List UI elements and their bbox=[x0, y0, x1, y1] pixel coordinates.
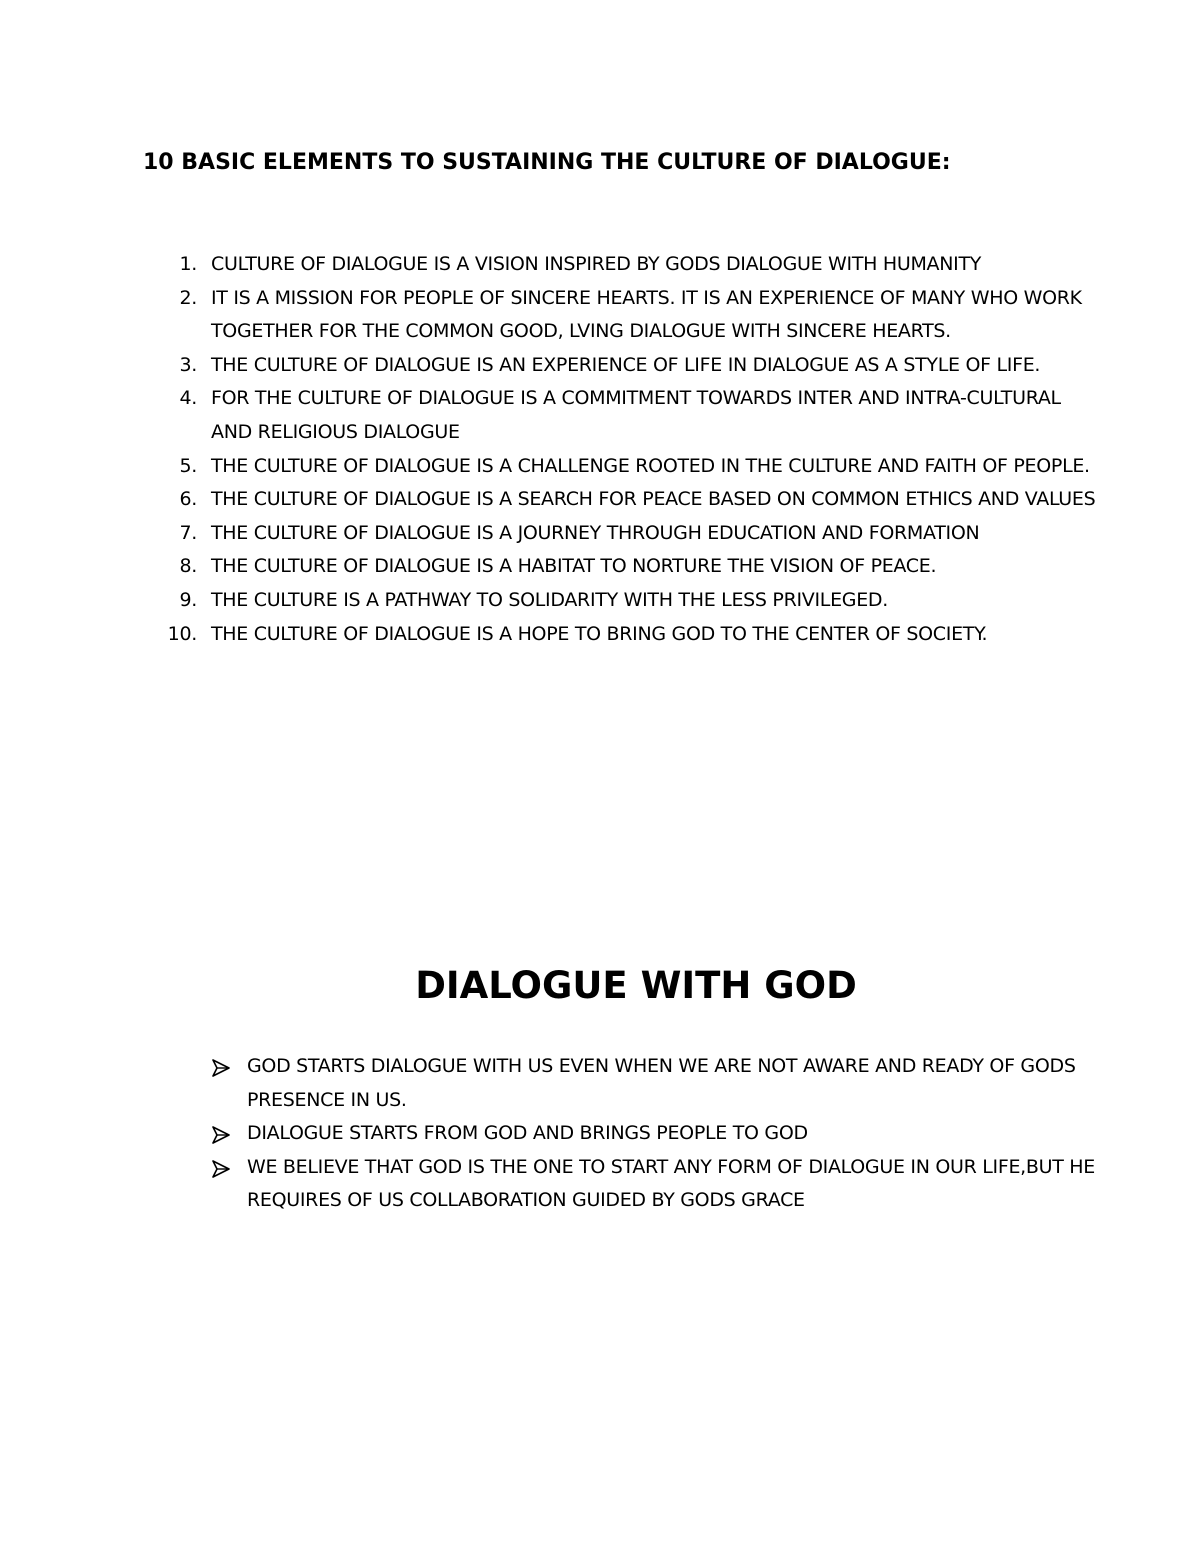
bullet-text: GOD STARTS DIALOGUE WITH US EVEN WHEN WE ARE NOT AWARE AND READY OF GODS PRESENCE IN US. bbox=[247, 1055, 1076, 1111]
list-item bbox=[0, 450, 1100, 484]
item-number: 7. bbox=[179, 521, 197, 544]
list-item bbox=[0, 550, 1100, 584]
item-text: THE CULTURE OF DIALOGUE IS A JOURNEY THROUGH EDUCATION AND FORMATION bbox=[211, 521, 980, 544]
item-text: THE CULTURE OF DIALOGUE IS A HABITAT TO NORTURE THE VISION OF PEACE. bbox=[211, 555, 937, 578]
item-number: 2. bbox=[179, 286, 197, 309]
list-item bbox=[0, 248, 1100, 282]
list-item bbox=[0, 483, 1100, 517]
bullet-item bbox=[0, 1050, 1100, 1117]
bullet-item bbox=[0, 1151, 1100, 1218]
item-text: CULTURE OF DIALOGUE IS A VISION INSPIRED BY GODS DIALOGUE WITH HUMANITY bbox=[211, 253, 982, 275]
item-text: THE CULTURE OF DIALOGUE IS AN EXPERIENCE OF LIFE IN DIALOGUE AS A STYLE OF LIFE. bbox=[211, 353, 1041, 376]
item-number: 3. bbox=[179, 353, 197, 376]
section-title: DIALOGUE WITH GOD bbox=[415, 964, 857, 1007]
bullet-text: WE BELIEVE THAT GOD IS THE ONE TO START ANY FORM OF DIALOGUE IN OUR LIFE,BUT HE REQUIRES OF US COLLABORATION GUIDED BY GODS GRACE bbox=[247, 1155, 1095, 1212]
list-item bbox=[0, 349, 1100, 383]
bullet-list bbox=[0, 1050, 1100, 1218]
item-number: 6. bbox=[179, 488, 197, 511]
item-number: 10. bbox=[167, 622, 197, 645]
bullet-item bbox=[0, 1117, 1100, 1151]
item-text: FOR THE CULTURE OF DIALOGUE IS A COMMITMENT TOWARDS INTER AND INTRA-CULTURAL AND RELIGIOUS DIALOGUE bbox=[211, 387, 1061, 443]
arrow-bullet-icon bbox=[211, 1160, 231, 1178]
page-heading: 10 BASIC ELEMENTS TO SUSTAINING THE CULTURE OF DIALOGUE: bbox=[143, 150, 951, 175]
arrow-bullet-icon bbox=[211, 1059, 231, 1077]
item-number: 8. bbox=[179, 555, 197, 578]
list-item bbox=[0, 282, 1100, 349]
arrow-bullet-icon bbox=[211, 1126, 231, 1144]
item-text: THE CULTURE IS A PATHWAY TO SOLIDARITY WITH THE LESS PRIVILEGED. bbox=[211, 588, 888, 611]
item-number: 5. bbox=[179, 454, 197, 477]
list-item bbox=[0, 517, 1100, 551]
list-item bbox=[0, 584, 1100, 618]
elements-list bbox=[0, 248, 1100, 651]
item-number: 9. bbox=[179, 588, 197, 611]
list-item bbox=[0, 382, 1100, 449]
list-item bbox=[0, 618, 1100, 652]
item-text: THE CULTURE OF DIALOGUE IS A SEARCH FOR PEACE BASED ON COMMON ETHICS AND VALUES bbox=[211, 488, 1096, 511]
item-number: 1. bbox=[179, 253, 197, 275]
item-text: THE CULTURE OF DIALOGUE IS A CHALLENGE ROOTED IN THE CULTURE AND FAITH OF PEOPLE. bbox=[211, 454, 1090, 477]
bullet-text: DIALOGUE STARTS FROM GOD AND BRINGS PEOPLE TO GOD bbox=[247, 1122, 808, 1145]
item-text: IT IS A MISSION FOR PEOPLE OF SINCERE HEARTS. IT IS AN EXPERIENCE OF MANY WHO WORK TOGETHER FOR THE COMMON GOOD, LVING DIALOGUE WITH SINCERE HEARTS. bbox=[211, 286, 1082, 343]
item-text: THE CULTURE OF DIALOGUE IS A HOPE TO BRING GOD TO THE CENTER OF SOCIETY. bbox=[211, 622, 988, 645]
item-number: 4. bbox=[179, 387, 197, 410]
